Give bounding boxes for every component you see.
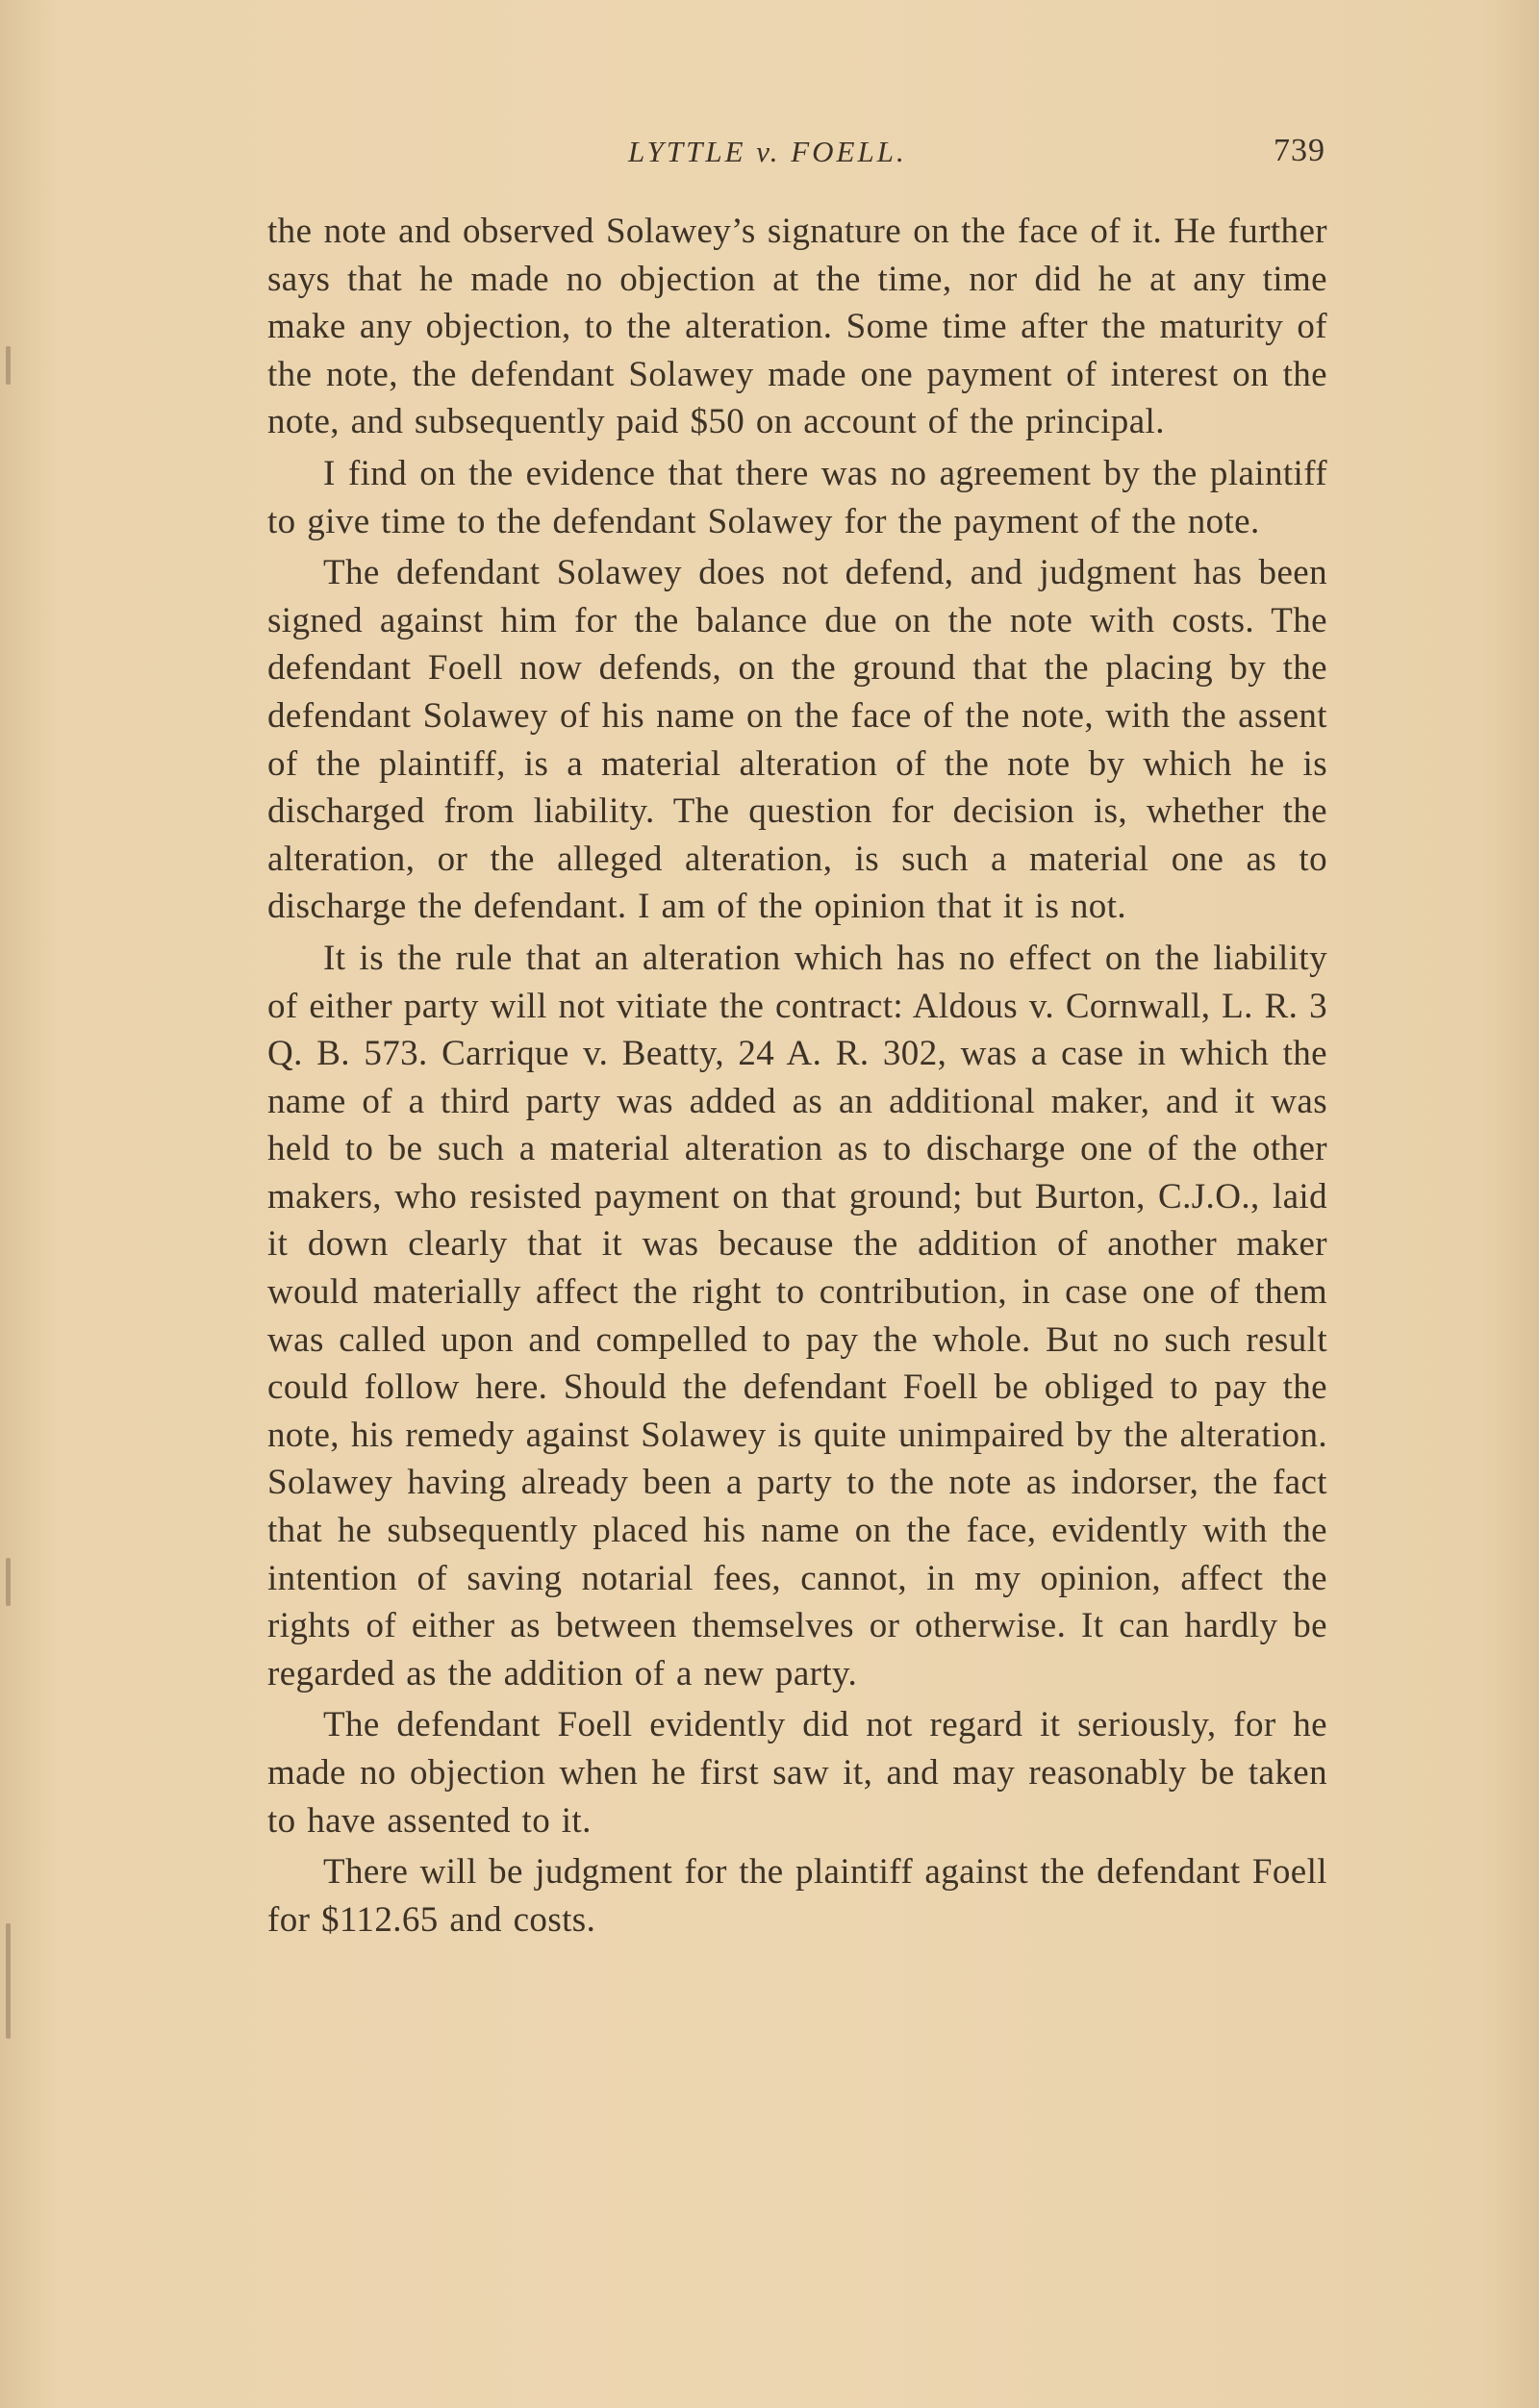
paragraph: It is the rule that an alteration which has no effect on the liability of either party will not vitiate the contract: Aldous v. Cornwall, L. R. 3 Q. B. 573. Carrique v. Beatty, 24 A. R. 302, was a case in which the name of a third party was added as an additional maker, and it was held to be such a material alteration as to discharge one of the other makers, who resisted payment on that ground; but Burton, C.J.O., laid it down clearly that it was because the addition of another maker would materially affect the right to contribution, in case one of them was called upon and compelled to pay the whole. But no such result could follow here. Should the defendant Foell be obliged to pay the note, his remedy against Solawey is quite unimpaired by the alteration. Solawey having already been a party to the note as indorser, the fact that he subsequently placed his name on the face, evidently with the intention of saving notarial fees, cannot, in my opinion, affect the rights of either as between themselves or otherwise. It can hardly be regarded as the addition of a new party. <box>267 938 1327 1693</box>
paragraph: the note and observed Solawey’s signature on the face of it. He further says that he made no objection at the time, nor did he at any time make any objection, to the alteration. Some time after the maturity of the note, the defendant Solawey made one payment of interest on the note, and subsequently paid $50 on account of the principal. <box>267 212 1327 442</box>
page-edge-mark <box>6 346 11 385</box>
paragraph: The defendant Solawey does not defend, and judgment has been signed against him for the balance due on the note with costs. The defendant Foell now defends, on the ground that the placing by the defendant Solawey of his name on the face of the note, with the assent of the plaintiff, is a material alteration of the note by which he is discharged from liability. The question for decision is, whether the alteration, or the alleged alteration, is such a material one as to discharge the defendant. I am of the opinion that it is not. <box>267 553 1327 927</box>
page-edge-mark <box>6 1558 11 1606</box>
body-text <box>267 208 1327 1944</box>
paragraph: There will be judgment for the plaintiff against the defendant Foell for $112.65 and costs. <box>267 1852 1327 1940</box>
paragraph: I find on the evidence that there was no agreement by the plaintiff to give time to the defendant Solawey for the payment of the note. <box>267 453 1327 541</box>
paragraph: The defendant Foell evidently did not regard it seriously, for he made no objection when he first saw it, and may reasonably be taken to have assented to it. <box>267 1705 1327 1841</box>
running-head <box>267 135 1325 183</box>
page-edge-mark <box>6 1923 11 2039</box>
running-title: LYTTLE v. FOELL. <box>628 135 907 168</box>
page-number: 739 <box>1274 133 1325 168</box>
